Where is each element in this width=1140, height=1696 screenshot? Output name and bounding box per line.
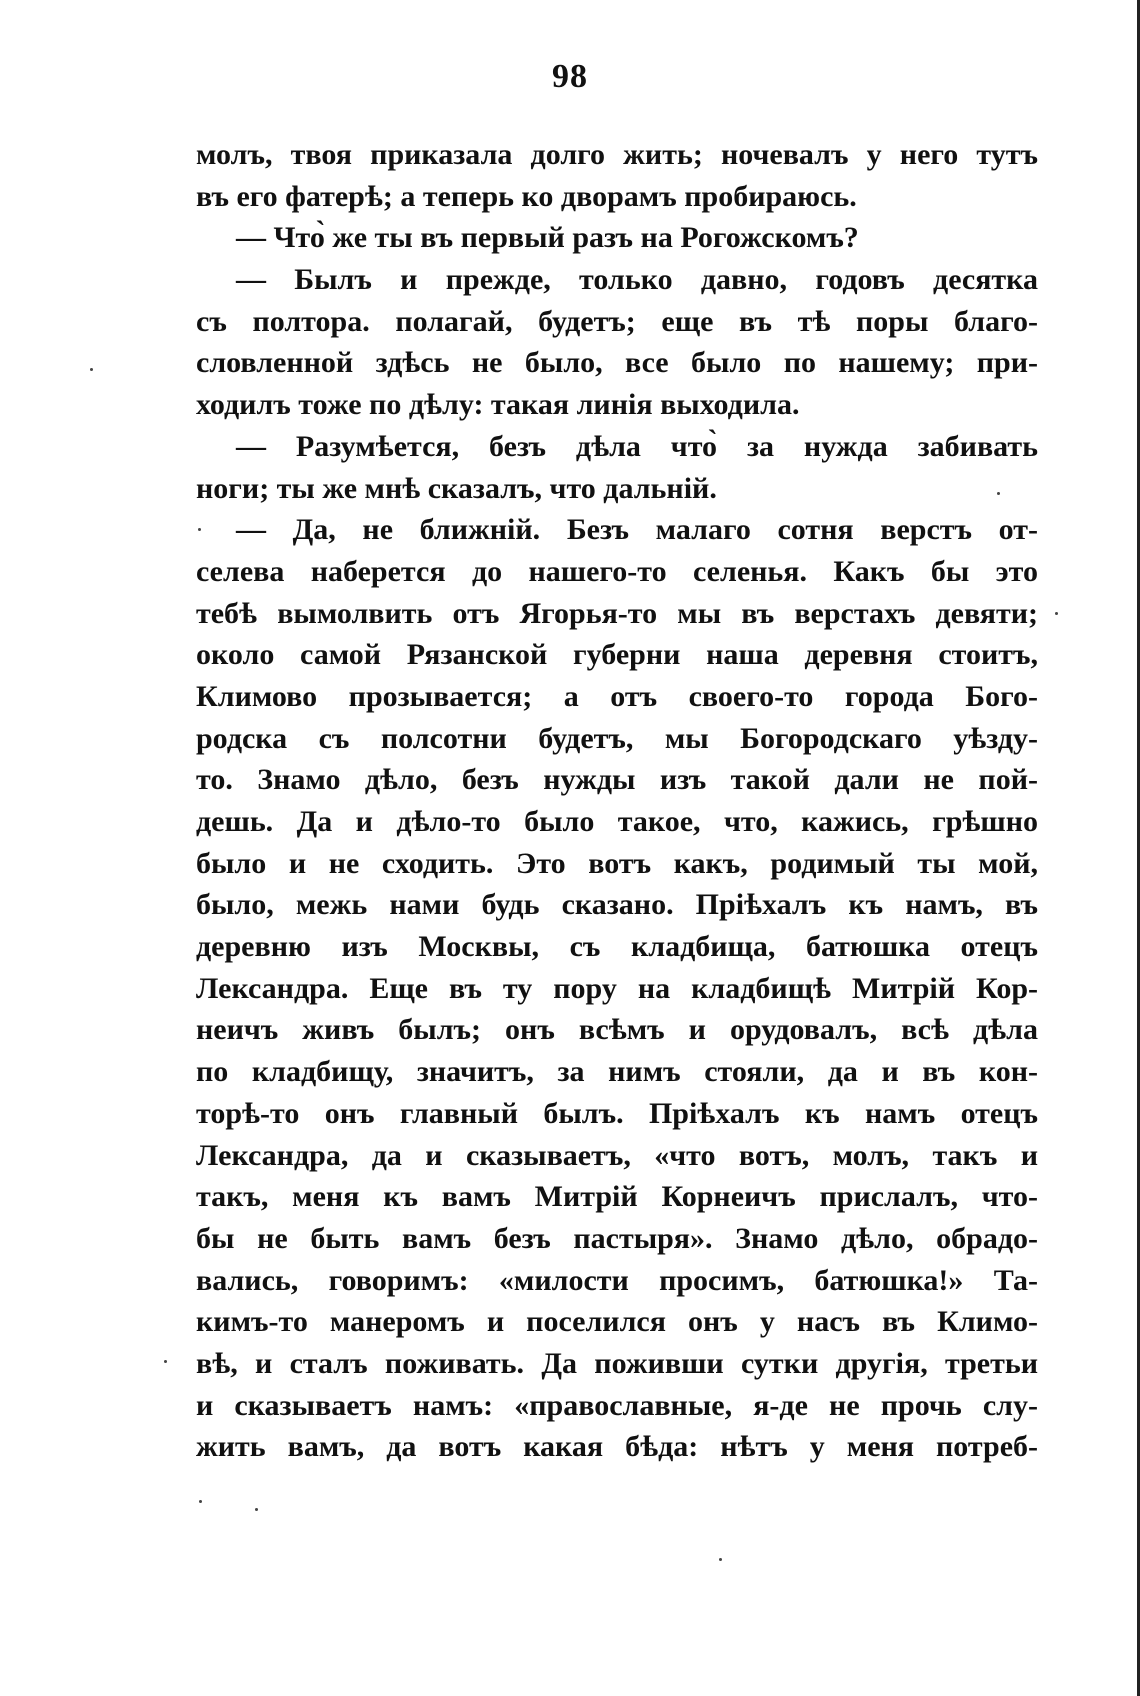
text-line: — Разумѣется, безъ дѣла что̀ за нужда забивать (236, 429, 1038, 463)
text-line: молъ, твоя приказала долго жить; ночевалъ у него тутъ (196, 138, 1038, 171)
text-line: — Что̀ же ты въ первый разъ на Рогожскомъ? (236, 221, 859, 255)
scan-speck (164, 1360, 167, 1363)
text-line: словленной здѣсь не было, все было по нашему; при- (196, 346, 1038, 380)
text-line: вѣ, и сталъ поживать. Да поживши сутки другія, третьи (196, 1346, 1038, 1380)
text-line: Лександра. Еще въ ту пору на кладбищѣ Митрій Кор- (196, 971, 1038, 1005)
text-line: родска съ полсотни будетъ, мы Богородскаго уѣзду- (196, 721, 1038, 755)
scan-speck (255, 1508, 258, 1511)
page-number: 98 (552, 58, 588, 95)
text-line: было и не сходить. Это вотъ какъ, родимый ты мой, (196, 846, 1038, 880)
text-line: неичъ живъ былъ; онъ всѣмъ и орудовалъ, всѣ дѣла (196, 1013, 1038, 1047)
text-line: дешь. Да и дѣло-то было такое, что, кажись, грѣшно (196, 805, 1038, 838)
text-line: съ полтора. полагай, будетъ; еще въ тѣ поры благо- (196, 304, 1038, 338)
text-line: было, межь нами будь сказано. Пріѣхалъ къ намъ, въ (196, 888, 1038, 922)
text-line: кимъ-то манеромъ и поселился онъ у насъ въ Климо- (196, 1305, 1038, 1339)
text-line: такъ, меня къ вамъ Митрій Корнеичъ прислалъ, что- (196, 1180, 1038, 1214)
scan-speck (199, 1500, 202, 1503)
text-line: селева наберется до нашего-то селенья. Какъ бы это (196, 554, 1038, 588)
text-line: по кладбищу, значитъ, за нимъ стояли, да и въ кон- (196, 1055, 1038, 1089)
text-line: бы не быть вамъ безъ пастыря». Знамо дѣло, обрадо- (196, 1221, 1038, 1255)
text-line: вались, говоримъ: «милости просимъ, батюшка!» Та- (196, 1263, 1038, 1297)
text-line: Климово прозывается; а отъ своего-то города Бого- (196, 679, 1038, 713)
text-line: — Да, не ближній. Безъ малаго сотня верстъ от- (236, 513, 1038, 547)
text-line: ноги; ты же мнѣ сказалъ, что дальній. (196, 471, 717, 505)
text-line: Лександра, да и сказываетъ, «что вотъ, молъ, такъ и (196, 1138, 1038, 1172)
text-line: деревню изъ Москвы, съ кладбища, батюшка отецъ (196, 930, 1038, 964)
text-line: — Былъ и прежде, только давно, годовъ десятка (236, 263, 1038, 297)
text-line: ходилъ тоже по дѣлу: такая линія выходила. (196, 388, 800, 422)
text-line: то. Знамо дѣло, безъ нужды изъ такой дали не пой- (196, 763, 1038, 797)
scan-speck (719, 1558, 722, 1561)
text-line: около самой Рязанской губерни наша деревня стоитъ, (196, 638, 1038, 672)
text-line: въ его фатерѣ; а теперь ко дворамъ пробираюсь. (196, 179, 857, 213)
text-line: жить вамъ, да вотъ какая бѣда: нѣтъ у меня потреб- (196, 1430, 1038, 1464)
text-line: тебѣ вымолвить отъ Ягорья-то мы въ верстахъ девяти; (196, 596, 1038, 630)
body-text (196, 134, 1038, 1468)
scan-speck (997, 492, 1000, 495)
scan-speck (198, 528, 201, 531)
scan-speck (90, 368, 93, 371)
text-line: и сказываетъ намъ: «православные, я-де не прочь слу- (196, 1388, 1038, 1422)
scan-speck (1055, 612, 1058, 615)
text-line: торѣ-то онъ главный былъ. Пріѣхалъ къ намъ отецъ (196, 1096, 1038, 1130)
